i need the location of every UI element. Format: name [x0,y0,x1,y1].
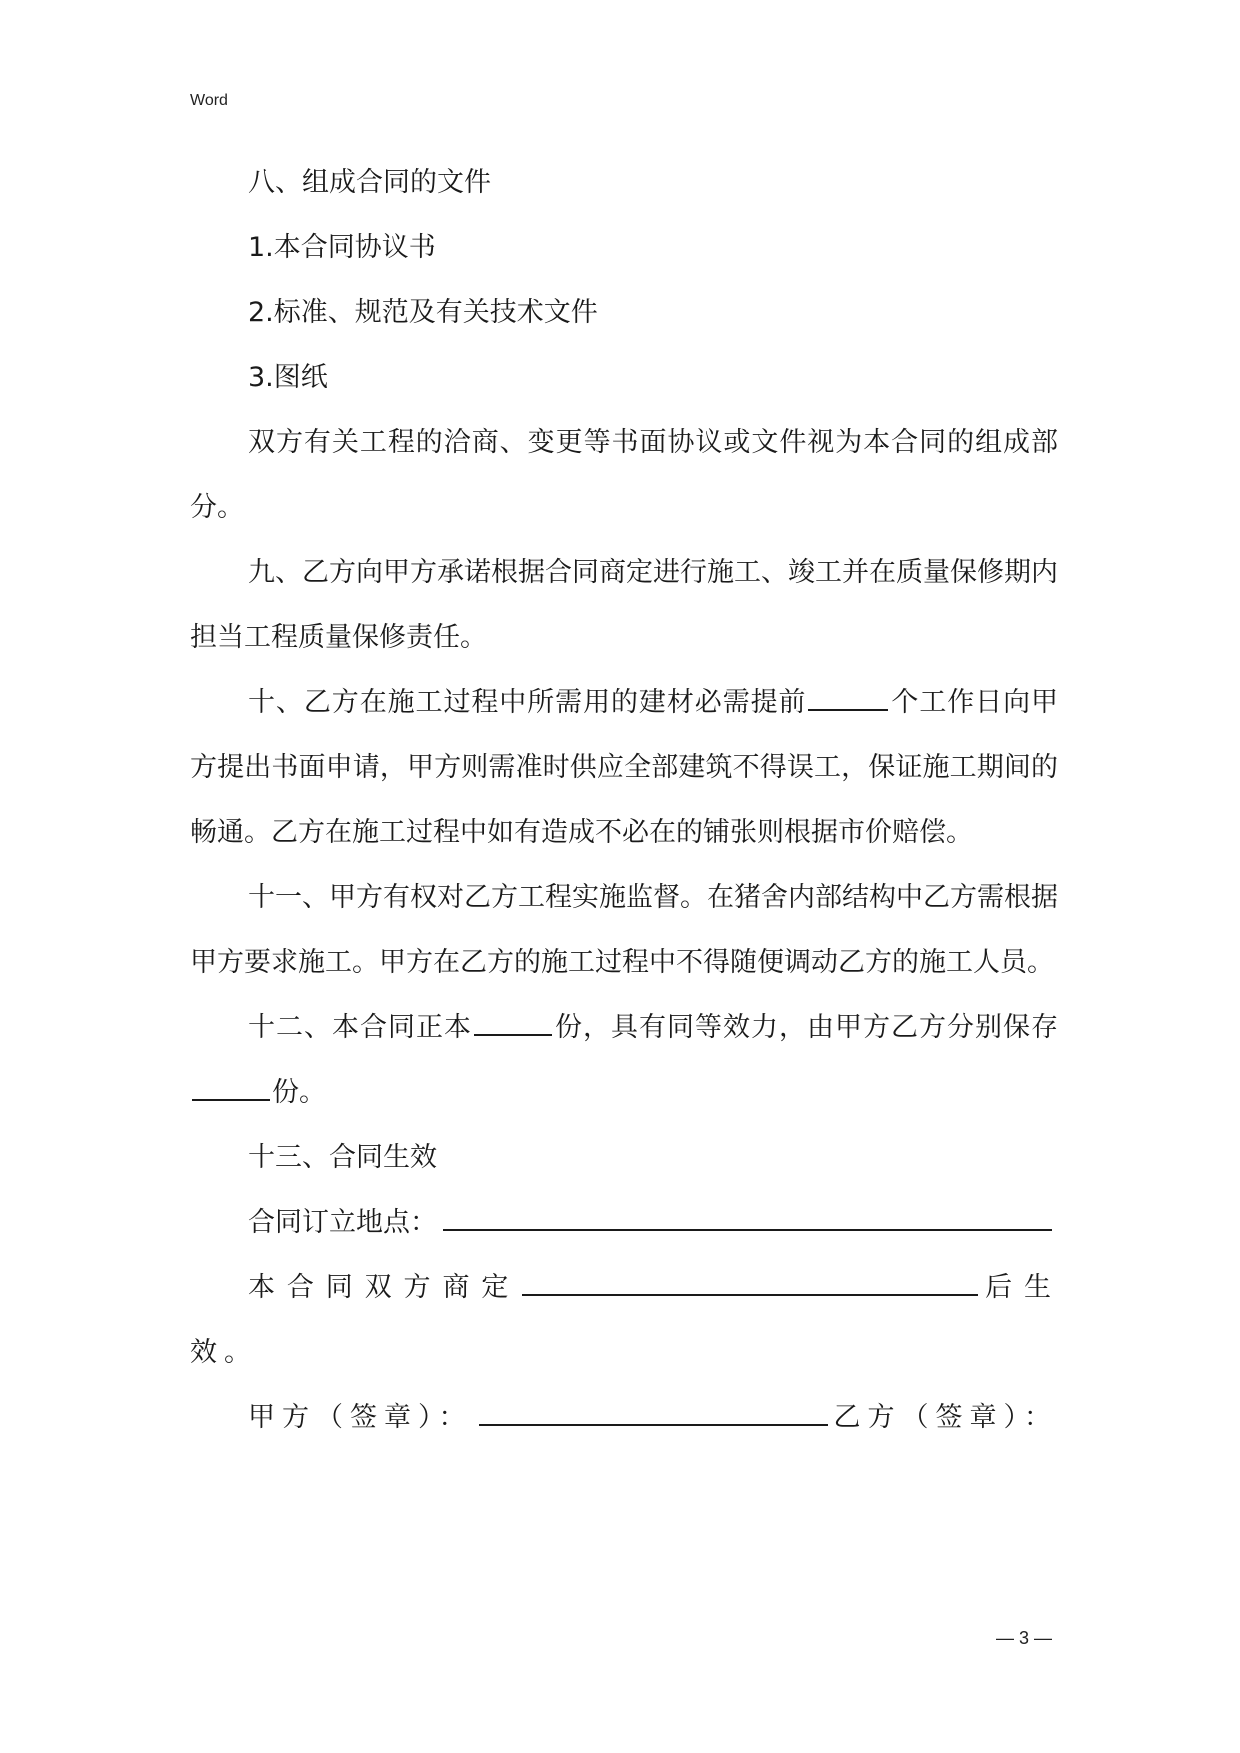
section-10 [190,670,1058,865]
party-b-signature-label: 乙方（签章）： [833,1402,1058,1433]
section-12-text-b: 份，具有同等效力，由甲方乙方分别保存 [554,1012,1058,1043]
section-8-item-1: 1.本合同协议书 [248,232,436,263]
signature-line [190,1385,1058,1450]
effective-text-a: 本合同双方商定 [248,1272,521,1303]
effective-condition-blank [522,1264,978,1296]
page-number: — 3 — [995,1628,1052,1648]
original-count-blank [474,1004,552,1036]
signing-place-blank [443,1199,1052,1231]
section-8-item-3: 3.图纸 [248,362,328,393]
party-a-signature-blank [479,1394,828,1426]
copies-kept-blank [192,1069,270,1101]
signing-place-label: 合同订立地点： [248,1207,437,1238]
section-9: 九、乙方向甲方承诺根据合同商定进行施工、竣工并在质量保修期内担当工程质量保修责任。 [190,557,1058,653]
section-13-title: 十三、合同生效 [248,1142,437,1173]
section-12-text-c: 份。 [272,1077,326,1108]
section-8-title: 八、组成合同的文件 [248,167,491,198]
section-8-note: 双方有关工程的洽商、变更等书面协议或文件视为本合同的组成部分。 [190,427,1058,523]
section-12 [190,995,1058,1125]
section-11: 十一、甲方有权对乙方工程实施监督。在猪舍内部结构中乙方需根据甲方要求施工。甲方在乙方的施工过程中不得随便调动乙方的施工人员。 [190,882,1058,978]
signing-place-line [190,1190,1058,1255]
workday-blank [808,679,888,711]
party-a-signature-label: 甲方（签章）： [248,1402,473,1433]
document-body [190,150,1058,1450]
effective-text-b: 后生效。 [190,1272,1059,1368]
document-header: Word [190,92,228,109]
section-8-item-2: 2.标准、规范及有关技术文件 [248,297,598,328]
section-12-text-a: 十二、本合同正本 [248,1012,472,1043]
effective-clause [190,1255,1058,1385]
section-10-text-b: 个工作日向甲方提出书面申请，甲方则需准时供应全部建筑不得误工，保证施工期间的畅通。乙方在施工过程中如有造成不必在的铺张则根据市价赔偿。 [190,687,1059,848]
section-10-text-a: 十、乙方在施工过程中所需用的建材必需提前 [248,687,807,718]
